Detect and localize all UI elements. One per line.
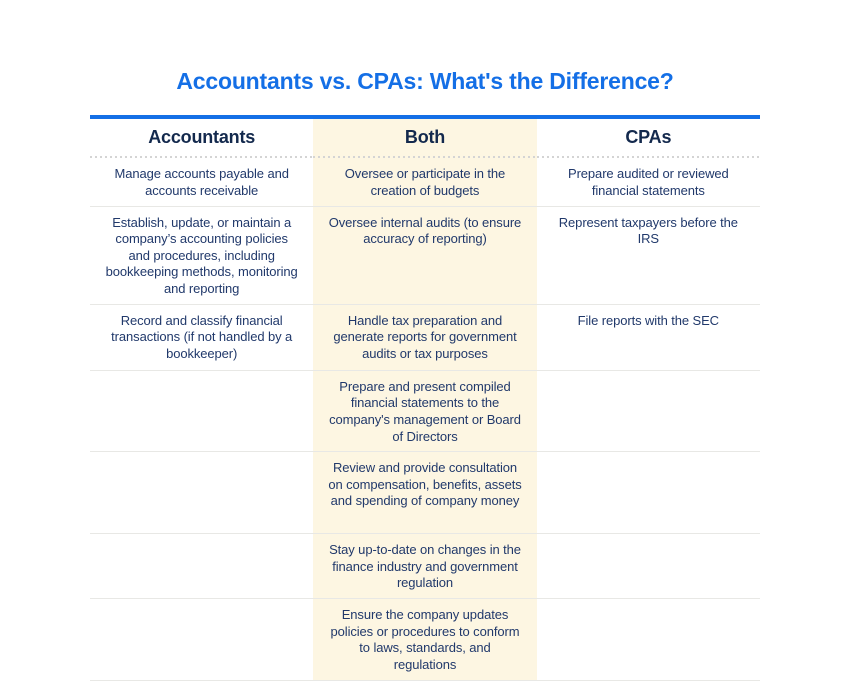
cell-both: Handle tax preparation and generate reports for government audits or tax purposes — [313, 304, 536, 370]
page-title: Accountants vs. CPAs: What's the Difference? — [176, 68, 674, 94]
cell-accountants — [90, 370, 313, 452]
cell-both: Ensure the company updates policies or procedures to conform to laws, standards, and regulations — [313, 598, 536, 680]
cell-cpas — [537, 598, 760, 680]
table-row — [90, 158, 760, 205]
cell-both: Oversee internal audits (to ensure accuracy of reporting) — [313, 206, 536, 304]
cell-cpas: Represent taxpayers before the IRS — [537, 206, 760, 304]
comparison-table — [90, 119, 760, 680]
cell-cpas: Prepare audited or reviewed financial statements — [568, 166, 729, 198]
column-header-both: Both — [313, 119, 536, 155]
cell-both: Stay up-to-date on changes in the finance industry and government regulation — [313, 533, 536, 598]
table-row — [90, 370, 760, 452]
table-row — [90, 598, 760, 680]
table-row — [90, 451, 760, 533]
cell-accountants: Establish, update, or maintain a company’s accounting policies and procedures, including bookkeeping methods, monitoring and reporting — [90, 206, 313, 304]
table-row — [90, 206, 760, 304]
cell-cpas — [537, 533, 760, 598]
cell-accountants — [90, 451, 313, 533]
cell-cpas: File reports with the SEC — [537, 304, 760, 370]
cell-accountants: Manage accounts payable and accounts receivable — [114, 166, 289, 198]
header-row — [90, 119, 760, 155]
column-header-cpas: CPAs — [625, 126, 672, 147]
cell-accountants: Record and classify financial transactions (if not handled by a bookkeeper) — [90, 304, 313, 370]
cell-both: Review and provide consultation on compensation, benefits, assets and spending of company money — [313, 451, 536, 533]
cell-both: Oversee or participate in the creation of budgets — [313, 158, 536, 205]
cell-cpas — [537, 370, 760, 452]
cell-accountants — [90, 533, 313, 598]
table-row — [90, 533, 760, 598]
infographic-page — [90, 0, 760, 681]
cell-both: Prepare and present compiled financial statements to the company's management or Board of Directors — [313, 370, 536, 452]
table-row — [90, 304, 760, 370]
cell-accountants — [90, 598, 313, 680]
column-header-accountants: Accountants — [148, 126, 256, 147]
cell-cpas — [537, 451, 760, 533]
